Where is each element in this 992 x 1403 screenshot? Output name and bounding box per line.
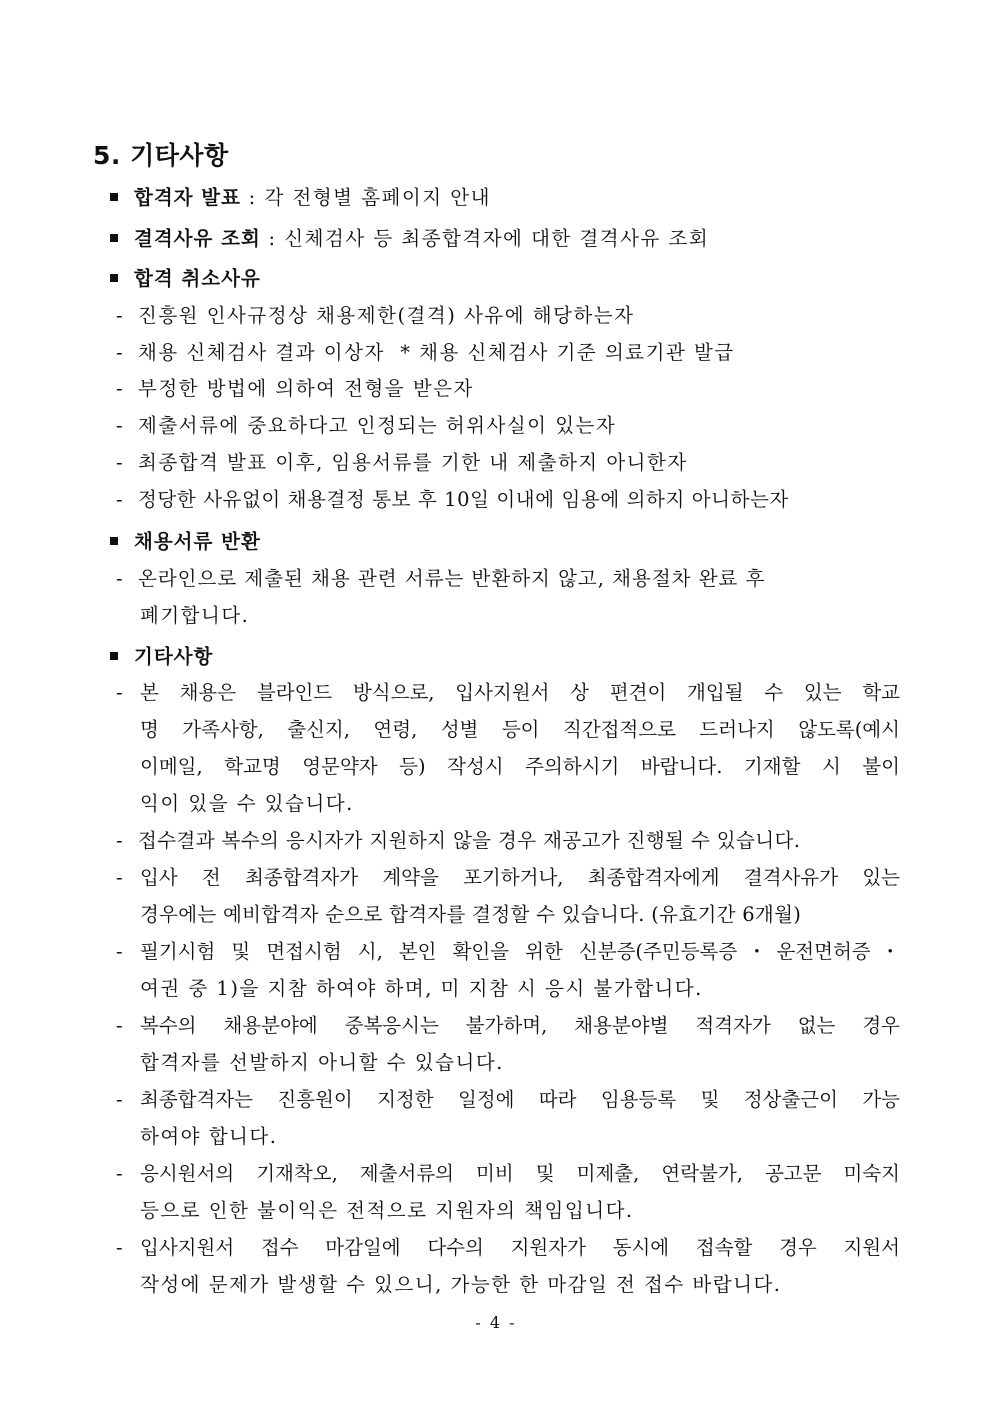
list-item-continuation: 합격자를 선발하지 아니할 수 있습니다. (140, 1051, 504, 1074)
dash-marker: - (116, 304, 125, 327)
bullet-label: 채용서류 반환 (134, 530, 261, 553)
dash-marker: - (116, 1014, 123, 1037)
list-item-continuation: 폐기합니다. (140, 604, 250, 627)
list-item-continuation: 등으로 인한 불이익은 전적으로 지원자의 책임입니다. (140, 1199, 634, 1222)
list-item: 최종합격자는 진흥원이 지정한 일정에 따라 임용등록 및 정상출근이 가능 (140, 1088, 900, 1111)
list-item: - 온라인으로 제출된 채용 관련 서류는 반환하지 않고, 채용절차 완료 후 (116, 565, 902, 593)
bullet-text: : 각 전형별 홈페이지 안내 (240, 186, 491, 209)
list-item: - 제출서류에 중요하다고 인정되는 허위사실이 있는자 (116, 412, 902, 440)
dash-marker: - (116, 829, 125, 852)
section-title: 5. 기타사항 (93, 141, 229, 170)
list-item-continuation: 여권 중 1)을 지참 하여야 하며, 미 지참 시 응시 불가합니다. (140, 977, 703, 1000)
dash-marker: - (116, 567, 125, 590)
dash-marker: - (116, 681, 123, 704)
square-bullet-icon (110, 274, 118, 282)
list-item: 필기시험 및 면접시험 시, 본인 확인을 위한 신분증(주민등록증・운전면허증・ (140, 940, 900, 963)
bullet-cancel-reasons (110, 265, 261, 293)
dash-marker: - (116, 341, 125, 364)
list-item: 본 채용은 블라인드 방식으로, 입사지원서 상 편견이 개입될 수 있는 학교 (140, 681, 900, 704)
bullet-text: : 신체검사 등 최종합격자에 대한 결격사유 조회 (260, 227, 710, 250)
bullet-label: 결격사유 조회 (134, 227, 261, 250)
square-bullet-icon (110, 537, 118, 545)
list-item: - 부정한 방법에 의하여 전형을 받은자 (116, 375, 902, 403)
list-item-continuation: 이메일, 학교명 영문약자 등) 작성시 주의하시기 바랍니다. 기재할 시 불이 (140, 755, 900, 778)
bullet-label: 합격 취소사유 (134, 267, 261, 290)
bullet-document-return (110, 528, 261, 556)
list-item: - 채용 신체검사 결과 이상자 * 채용 신체검사 기준 의료기관 발급 (116, 339, 902, 367)
list-item-continuation: 작성에 문제가 발생할 수 있으니, 가능한 한 마감일 전 접수 바랍니다. (140, 1273, 782, 1296)
page-number: - 4 - (475, 1313, 517, 1332)
square-bullet-icon (110, 652, 118, 660)
list-item: - 정당한 사유없이 채용결정 통보 후 10일 이내에 임용에 의하지 아니하는자 (116, 486, 902, 514)
list-item: - 접수결과 복수의 응시자가 지원하지 않을 경우 재공고가 진행될 수 있습니다. (116, 827, 902, 855)
list-item: 복수의 채용분야에 중복응시는 불가하며, 채용분야별 적격자가 없는 경우 (140, 1014, 900, 1037)
dash-marker: - (116, 414, 125, 437)
list-item-continuation: 명 가족사항, 출신지, 연령, 성별 등이 직간접적으로 드러나지 않도록(예시 (140, 718, 900, 741)
list-item-continuation: 경우에는 예비합격자 순으로 합격자를 결정할 수 있습니다. (유효기간 6개월) (140, 903, 802, 926)
dash-marker: - (116, 1088, 123, 1111)
dash-marker: - (116, 940, 123, 963)
dash-marker: - (116, 377, 125, 400)
list-item-continuation: 익이 있을 수 있습니다. (140, 792, 354, 815)
list-item-continuation: 하여야 합니다. (140, 1125, 278, 1148)
list-item: 입사 전 최종합격자가 계약을 포기하거나, 최종합격자에게 결격사유가 있는 (140, 866, 900, 889)
square-bullet-icon (110, 234, 118, 242)
dash-marker: - (116, 1162, 123, 1185)
dash-marker: - (116, 488, 125, 511)
bullet-other-notes (110, 643, 213, 671)
bullet-label: 기타사항 (134, 645, 214, 668)
bullet-label: 합격자 발표 (134, 186, 241, 209)
list-item: 입사지원서 접수 마감일에 다수의 지원자가 동시에 접속할 경우 지원서 (140, 1236, 900, 1259)
dash-marker: - (116, 866, 123, 889)
bullet-disqualification-check (110, 225, 709, 253)
list-item: - 최종합격 발표 이후, 임용서류를 기한 내 제출하지 아니한자 (116, 449, 902, 477)
dash-marker: - (116, 451, 125, 474)
square-bullet-icon (110, 193, 118, 201)
list-item: - 진흥원 인사규정상 채용제한(결격) 사유에 해당하는자 (116, 302, 902, 330)
list-item: 응시원서의 기재착오, 제출서류의 미비 및 미제출, 연락불가, 공고문 미숙지 (140, 1162, 900, 1185)
bullet-announcement (110, 184, 491, 212)
dash-marker: - (116, 1236, 123, 1259)
